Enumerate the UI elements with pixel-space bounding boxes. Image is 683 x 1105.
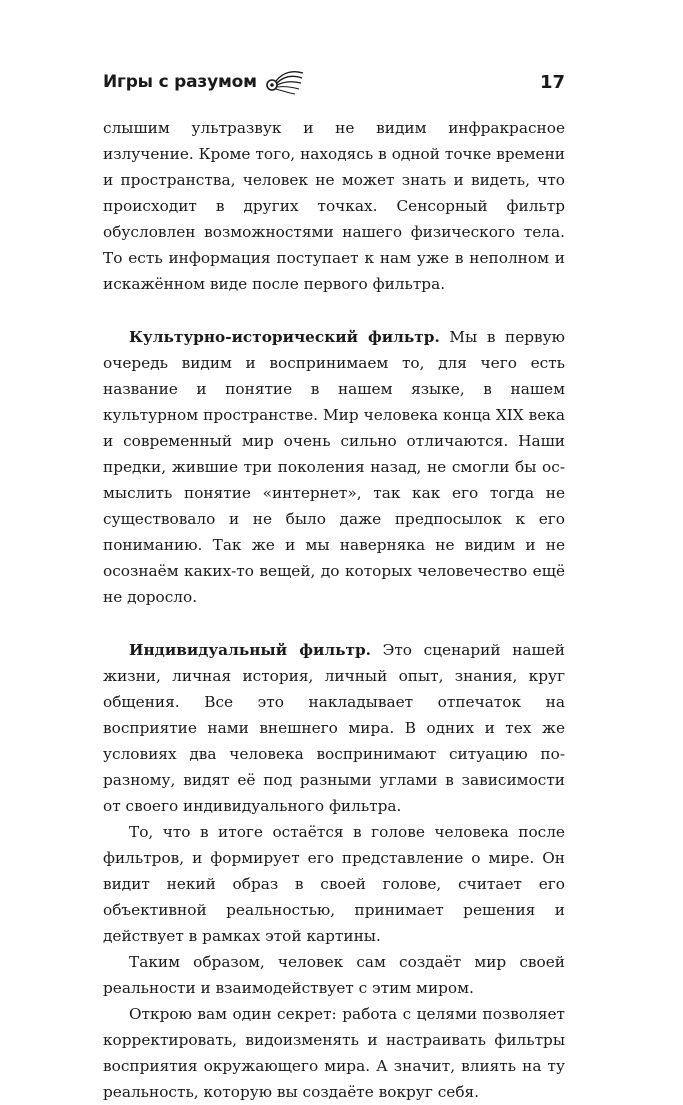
paragraph bbox=[103, 115, 565, 297]
paragraph-lead: Индивидуальный фильтр. bbox=[129, 641, 371, 659]
comet-eye-icon bbox=[265, 69, 305, 95]
paragraph-cultural-filter bbox=[103, 324, 565, 610]
paragraph-text: Это сценарий нашей жизни, личная история, личный опыт, знания, круг общения. Все это накладывает отпечаток на восприятие нами внешнего мира. В одних и тех же условиях два человека воспринимают ситуацию поразному, видят её под разными углами в зависимости от своего индивидуального фильтра. bbox=[103, 641, 565, 815]
page-number: 17 bbox=[539, 71, 565, 93]
paragraph-text: слышим ультразвук и не видим инфракрасное излучение. Кроме того, находясь в одной точке времени и пространства, человек не может знать и видеть, что происходит в других точках. Сенсорный фильтр обусловлен возможностями нашего физического тела. То есть информация поступает к нам уже в неполном и искажённом виде после первого фильтра. bbox=[103, 119, 565, 293]
body-text bbox=[103, 115, 565, 1105]
paragraph-text: Таким образом, человек сам создаёт мир своей реальности и взаимодействует с этим миром. bbox=[103, 953, 565, 997]
paragraph-individual-filter bbox=[103, 637, 565, 819]
paragraph-text: Мы в первую очередь видим и воспринимаем то, для чего есть название и понятие в нашем языке, в нашем культурном пространстве. Мир человека конца XIX века и современный мир очень сильно отличаются. Наши предки, жившие три поколения назад, не смогли бы осмыслить понятие «интернет», так как его тогда не существовало и не было даже предпосылок к его пониманию. Так же и мы наверняка не видим и не осознаём каких-то вещей, до которых человечество ещё не доросло. bbox=[103, 328, 565, 606]
book-title: Игры с разумом bbox=[103, 72, 257, 92]
paragraph-text: Открою вам один секрет: работа с целями позволяет корректировать, видоизменять и настраивать фильтры восприятия окружающего мира. А значит, влиять на ту реальность, которую вы создаёте вокруг себя. bbox=[103, 1005, 565, 1101]
running-head-left bbox=[103, 69, 305, 95]
paragraph-lead: Культурно-исторический фильтр. bbox=[129, 328, 440, 346]
paragraph bbox=[103, 949, 565, 1001]
running-head bbox=[103, 66, 565, 98]
paragraph-text: То, что в итоге остаётся в голове человека после фильтров, и формирует его представление о мире. Он видит некий образ в своей голове, считает его объективной реальностью, принимает решения и действует в рамках этой картины. bbox=[103, 823, 565, 945]
paragraph bbox=[103, 819, 565, 949]
paragraph bbox=[103, 1001, 565, 1105]
